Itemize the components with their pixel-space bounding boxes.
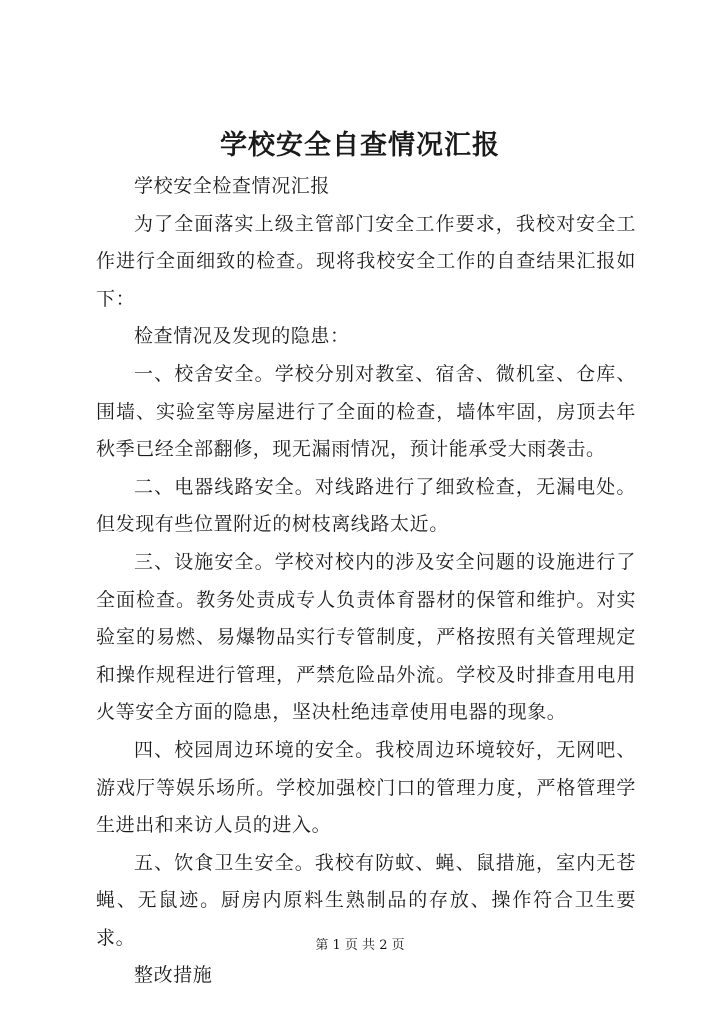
document-body <box>96 168 636 995</box>
paragraph-electrical-safety: 二、电器线路安全。对线路进行了细致检查，无漏电处。但发现有些位置附近的树枝离线路太近。 <box>96 475 636 536</box>
paragraph-facility-safety: 三、设施安全。学校对校内的涉及安全问题的设施进行了全面检查。教务处责成专人负责体育器材的保管和维护。对实验室的易燃、易爆物品实行专管制度，严格按照有关管理规定和操作规程进行管理，严禁危险品外流。学校及时排查用电用火等安全方面的隐患，坚决杜绝违章使用电器的现象。 <box>96 550 636 724</box>
paragraph-building-safety: 一、校舍安全。学校分别对教室、宿舍、微机室、仓库、围墙、实验室等房屋进行了全面的检查，墙体牢固，房顶去年秋季已经全部翻修，现无漏雨情况，预计能承受大雨袭击。 <box>96 362 636 461</box>
paragraph-rectification-heading: 整改措施 <box>134 964 213 987</box>
document-title: 学校安全自查情况汇报 <box>220 130 500 161</box>
paragraph-intro: 为了全面落实上级主管部门安全工作要求，我校对安全工作进行全面细致的检查。现将我校安全工作的自查结果汇报如下： <box>96 212 636 310</box>
paragraph-food-safety: 五、饮食卫生安全。我校有防蚊、蝇、鼠措施，室内无苍蝇、无鼠迹。厨房内原料生熟制品的存放、操作符合卫生要求。 <box>96 851 636 949</box>
page-number-footer: 第 1 页 共 2 页 <box>315 938 405 953</box>
paragraph-findings-heading: 检查情况及发现的隐患： <box>134 325 350 348</box>
paragraph-surroundings-safety: 四、校园周边环境的安全。我校周边环境较好，无网吧、游戏厅等娱乐场所。学校加强校门口的管理力度，严格管理学生进出和来访人员的进入。 <box>96 738 636 837</box>
paragraph-subtitle: 学校安全检查情况汇报 <box>134 175 331 197</box>
